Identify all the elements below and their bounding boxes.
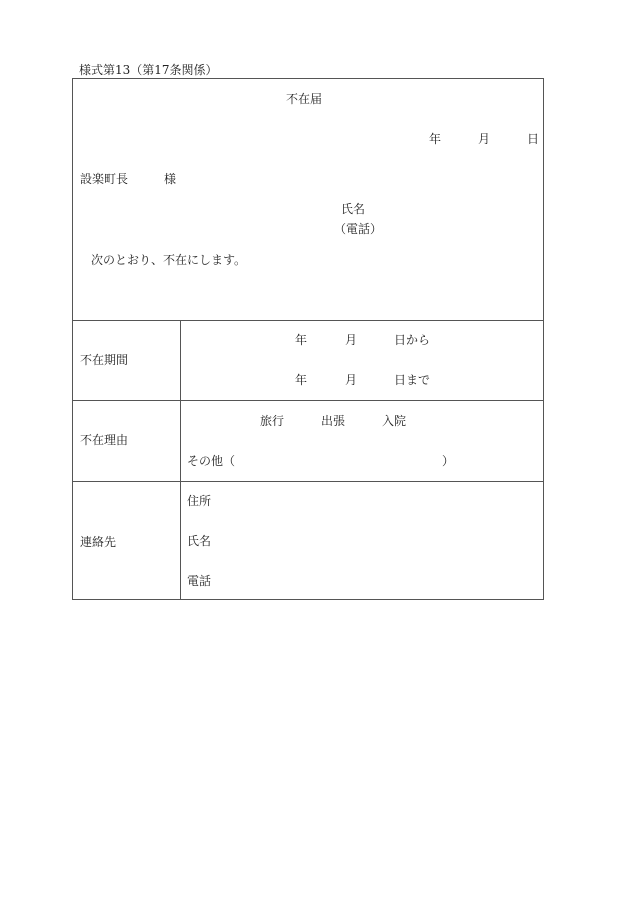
applicant-phone-label: （電話） (334, 222, 383, 236)
period-to-day: 日まで (394, 373, 431, 387)
period-from-year: 年 (295, 333, 308, 347)
statement-text: 次のとおり、不在にします。 (91, 253, 247, 267)
divider-header (72, 320, 544, 321)
reason-other-label: その他（ (187, 454, 236, 468)
period-to-month: 月 (345, 373, 358, 387)
form-number: 様式第13（第17条関係） (79, 63, 218, 77)
reason-option-hospitalization: 入院 (382, 414, 407, 428)
contact-phone-label: 電話 (187, 574, 212, 588)
addressee-honorific: 様 (164, 172, 177, 186)
applicant-name-label: 氏名 (341, 202, 366, 216)
date-month-label: 月 (478, 132, 491, 146)
reason-other-close: ） (442, 454, 455, 468)
divider-reason (72, 481, 544, 482)
form-title: 不在届 (285, 92, 322, 106)
period-from-month: 月 (345, 333, 358, 347)
contact-address-label: 住所 (187, 494, 212, 508)
reason-option-travel: 旅行 (260, 414, 285, 428)
label-column-divider (180, 320, 181, 600)
form-frame (72, 78, 544, 600)
contact-label: 連絡先 (80, 535, 117, 549)
period-to-year: 年 (295, 373, 308, 387)
addressee-name: 設楽町長 (80, 172, 129, 186)
reason-option-business-trip: 出張 (321, 414, 346, 428)
period-label: 不在期間 (80, 353, 129, 367)
period-from-day: 日から (394, 333, 431, 347)
divider-period (72, 400, 544, 401)
date-day-label: 日 (527, 132, 540, 146)
date-year-label: 年 (429, 132, 442, 146)
contact-name-label: 氏名 (187, 534, 212, 548)
reason-label: 不在理由 (80, 433, 129, 447)
